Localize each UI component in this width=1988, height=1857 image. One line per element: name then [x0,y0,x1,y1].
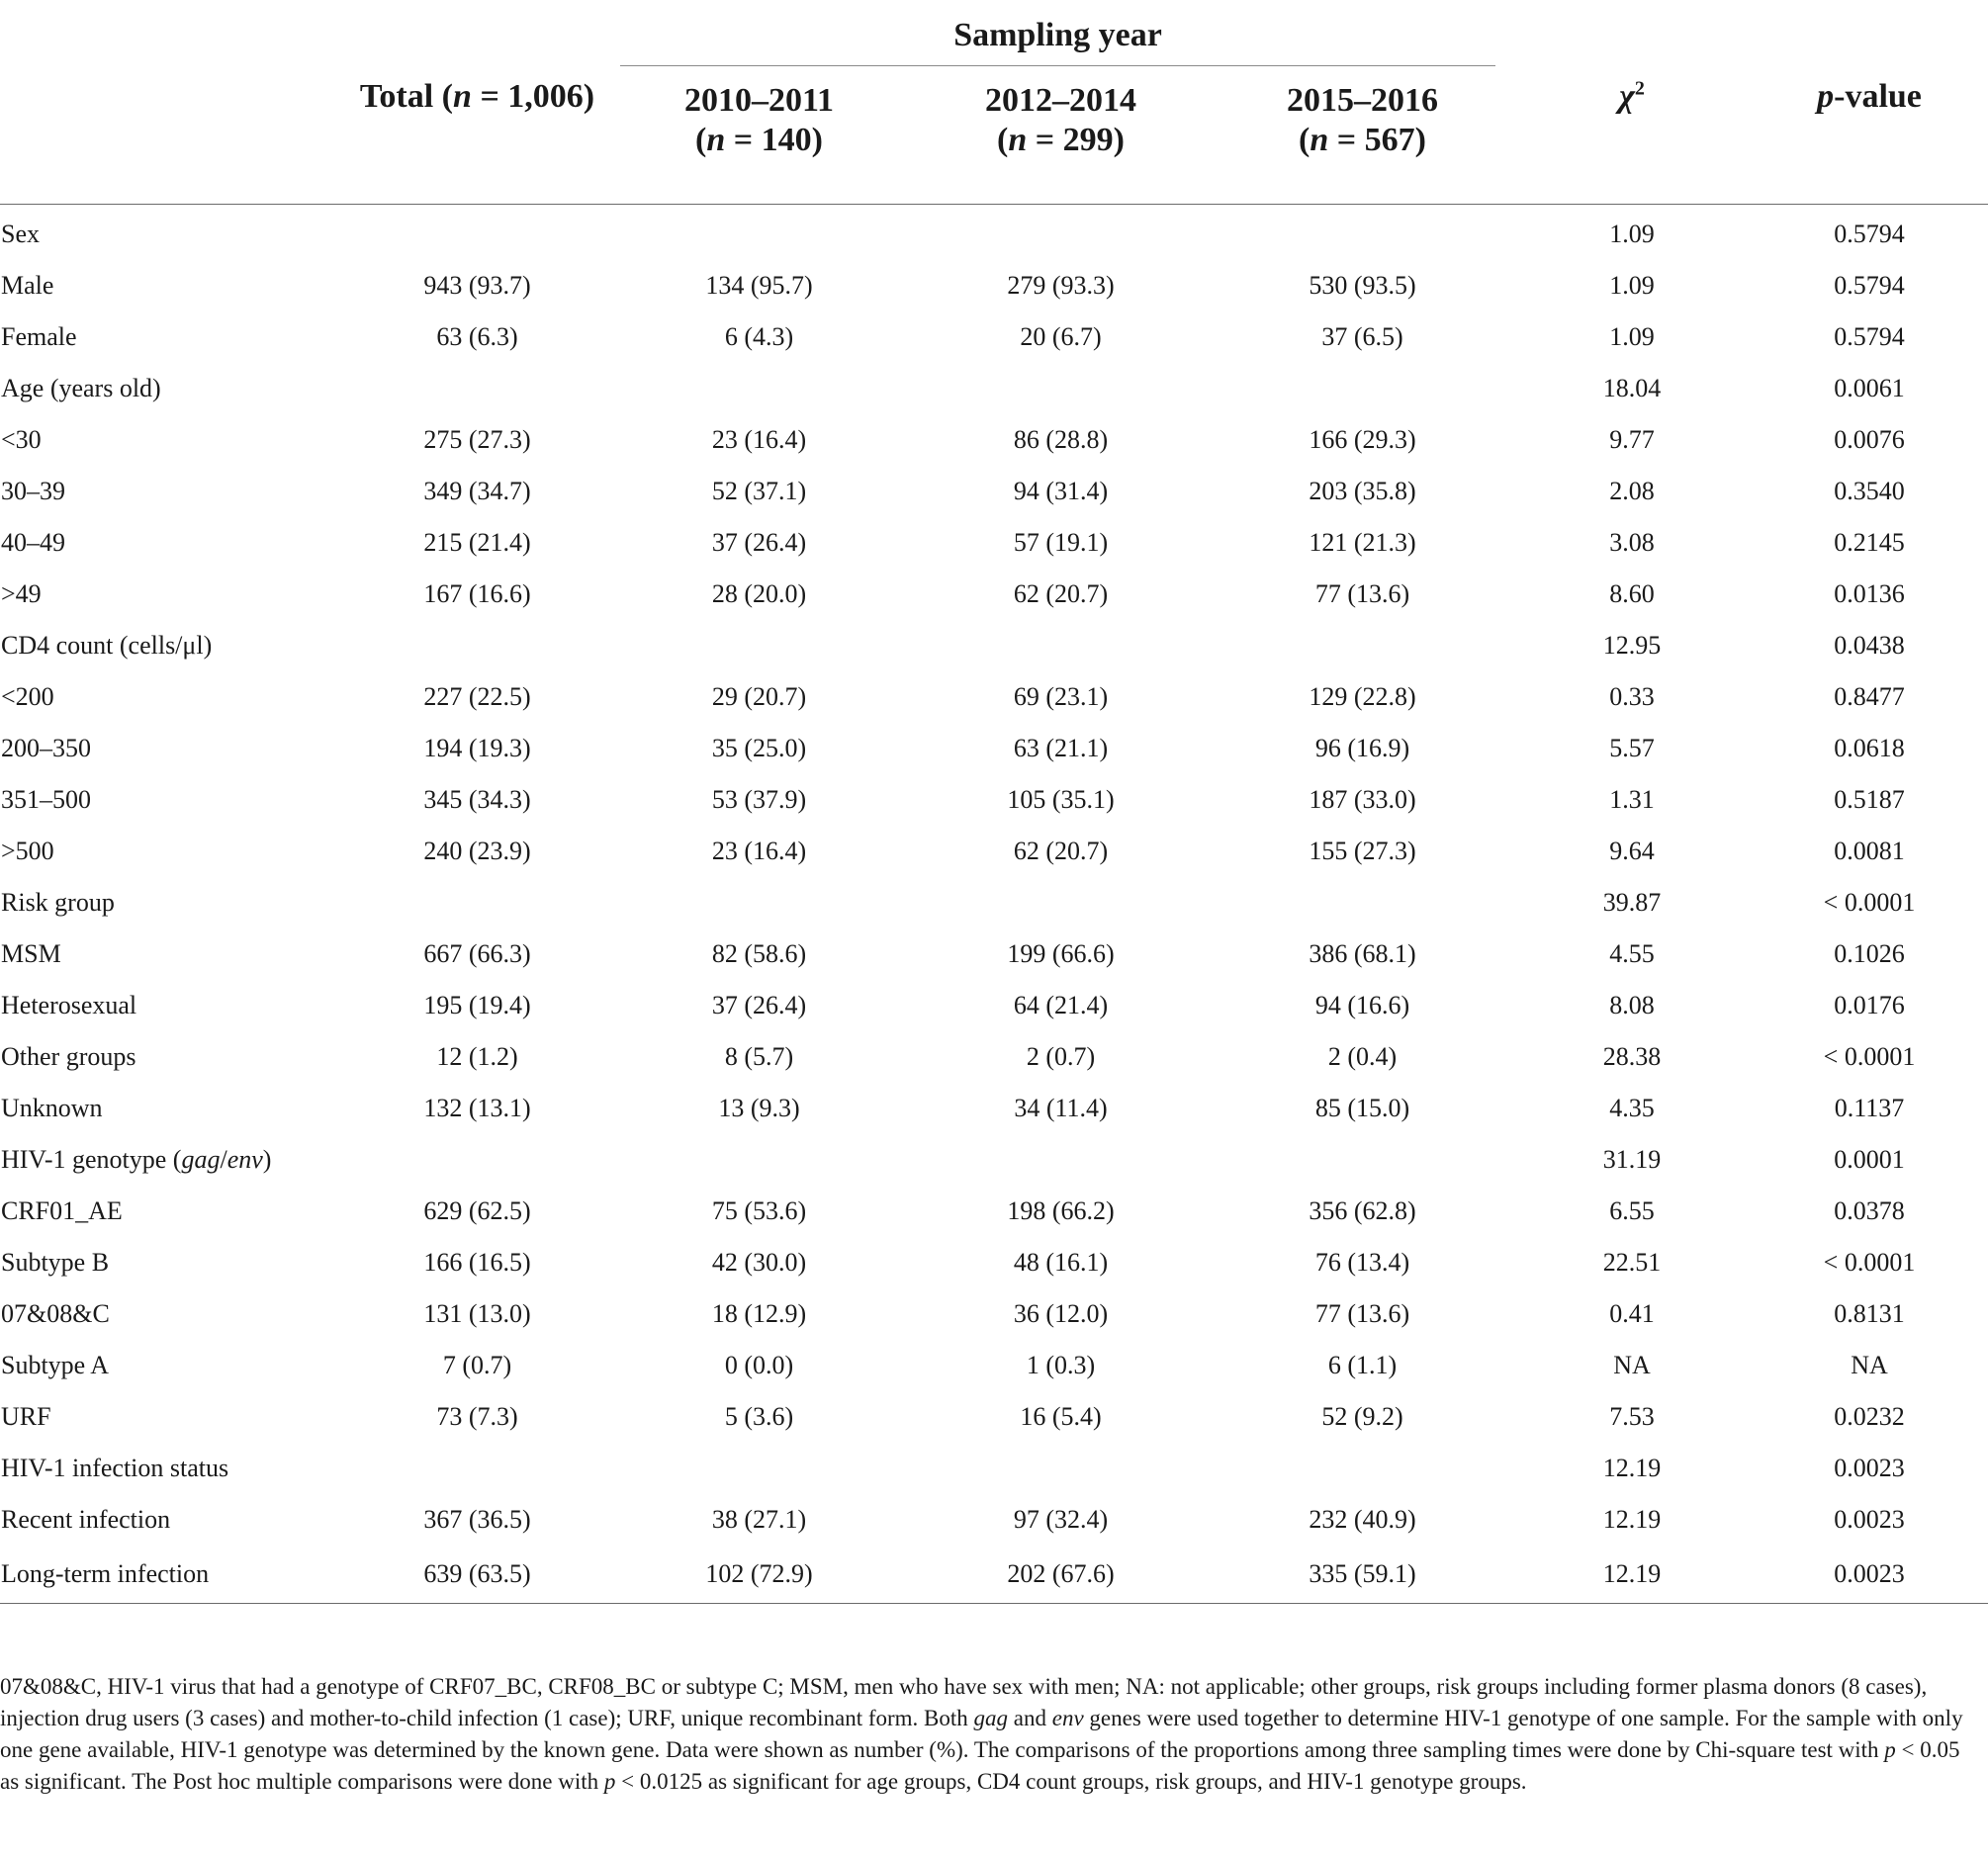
cell-2015-2016: 85 (15.0) [1314,1094,1410,1122]
cell-2010-2011 [608,620,910,671]
cell-2015-2016: 203 (35.8) [1309,477,1416,505]
cell-total: 194 (19.3) [423,734,531,762]
cell-total: 131 (13.0) [423,1299,531,1328]
cell-chi-square: 9.77 [1609,425,1655,454]
row-label: Subtype B [1,1248,110,1277]
table-row [0,1340,1988,1391]
cell-2010-2011: 53 (37.9) [711,785,807,814]
cell-p-value: 0.0023 [1834,1559,1905,1588]
cell-total [346,877,608,928]
row-label: >500 [1,837,54,865]
cell-2010-2011: 102 (72.9) [705,1559,813,1588]
cell-2012-2014 [910,363,1212,414]
cell-total [346,620,608,671]
cell-2010-2011: 82 (58.6) [711,939,807,968]
cell-2010-2011 [608,1443,910,1494]
cell-total: 167 (16.6) [423,579,531,608]
cell-total [346,205,608,261]
table-row [0,826,1988,877]
cell-2015-2016: 166 (29.3) [1309,425,1416,454]
cell-2010-2011: 75 (53.6) [711,1196,807,1225]
row-label: 30–39 [1,477,65,505]
cell-p-value: 0.0232 [1834,1402,1905,1431]
cell-p-value: 0.0023 [1834,1454,1905,1482]
cell-2010-2011: 8 (5.7) [724,1042,794,1071]
cell-2015-2016: 187 (33.0) [1309,785,1416,814]
cell-p-value: < 0.0001 [1823,1248,1916,1277]
cell-2015-2016: 6 (1.1) [1327,1351,1398,1379]
cell-2010-2011: 23 (16.4) [711,425,807,454]
table-row [0,1391,1988,1443]
table-row [0,620,1988,671]
cell-2015-2016: 121 (21.3) [1309,528,1416,557]
row-label: Unknown [1,1094,103,1122]
cell-total [346,1134,608,1186]
cell-chi-square: 7.53 [1609,1402,1655,1431]
cell-total: 195 (19.4) [423,991,531,1019]
cell-total: 667 (66.3) [423,939,531,968]
row-label: Age (years old) [1,374,161,402]
row-label: <200 [1,682,54,711]
cell-2010-2011: 28 (20.0) [711,579,807,608]
cell-2012-2014 [910,877,1212,928]
row-label: Risk group [1,888,115,917]
table-row [0,466,1988,517]
cell-chi-square: 1.31 [1609,785,1655,814]
cell-total: 227 (22.5) [423,682,531,711]
cell-2012-2014: 62 (20.7) [1013,837,1109,865]
cell-chi-square: 2.08 [1609,477,1655,505]
cell-p-value: 0.0438 [1834,631,1905,660]
cell-chi-square: 3.08 [1609,528,1655,557]
cell-p-value: 0.5794 [1834,322,1905,351]
cell-2012-2014: 48 (16.1) [1013,1248,1109,1277]
cell-p-value: 0.0136 [1834,579,1905,608]
cell-2015-2016 [1212,205,1513,261]
table-row [0,363,1988,414]
row-label: CD4 count (cells/μl) [1,631,213,660]
cell-p-value: 0.5794 [1834,271,1905,300]
cell-p-value: 0.1137 [1834,1094,1905,1122]
cell-2012-2014: 69 (23.1) [1013,682,1109,711]
cell-chi-square: 6.55 [1609,1196,1655,1225]
table-row [0,671,1988,723]
header-total: Total (n = 1,006) [359,78,595,115]
cell-2015-2016: 77 (13.6) [1314,1299,1410,1328]
header-blank [0,12,346,205]
cell-2010-2011: 6 (4.3) [724,322,794,351]
cell-p-value: 0.5794 [1834,220,1905,248]
cell-2010-2011: 13 (9.3) [718,1094,800,1122]
cell-p-value: 0.0176 [1834,991,1905,1019]
cell-p-value: 0.2145 [1834,528,1905,557]
cell-p-value: < 0.0001 [1823,1042,1916,1071]
cell-2015-2016: 232 (40.9) [1309,1505,1416,1534]
table-row [0,980,1988,1031]
cell-chi-square: 4.35 [1609,1094,1655,1122]
cell-p-value: 0.0378 [1834,1196,1905,1225]
cell-2012-2014: 20 (6.7) [1020,322,1102,351]
cell-2010-2011: 37 (26.4) [711,991,807,1019]
cell-total: 629 (62.5) [423,1196,531,1225]
header-chi-square: $\chi^2$ [1619,77,1645,115]
cell-2012-2014: 198 (66.2) [1007,1196,1115,1225]
cell-2010-2011 [608,205,910,261]
cell-2010-2011: 37 (26.4) [711,528,807,557]
row-label: >49 [1,579,42,608]
cell-p-value: 0.0618 [1834,734,1905,762]
cell-2010-2011: 18 (12.9) [711,1299,807,1328]
cell-2010-2011: 23 (16.4) [711,837,807,865]
cell-2012-2014: 105 (35.1) [1007,785,1115,814]
cell-p-value: < 0.0001 [1823,888,1916,917]
cell-total: 166 (16.5) [423,1248,531,1277]
cell-p-value: NA [1851,1351,1888,1379]
cell-chi-square: 22.51 [1602,1248,1662,1277]
table-row [0,1186,1988,1237]
cell-p-value: 0.0023 [1834,1505,1905,1534]
cell-chi-square: 28.38 [1602,1042,1662,1071]
cell-p-value: 0.0081 [1834,837,1905,865]
cell-2012-2014 [910,620,1212,671]
table-row [0,774,1988,826]
cell-2010-2011: 52 (37.1) [711,477,807,505]
table-row [0,1546,1988,1604]
cell-total [346,363,608,414]
cell-chi-square: 0.33 [1609,682,1655,711]
cell-2012-2014: 202 (67.6) [1007,1559,1115,1588]
cell-2015-2016: 52 (9.2) [1321,1402,1403,1431]
cell-2010-2011 [608,1134,910,1186]
table-footnote: 07&08&C, HIV-1 virus that had a genotype of CRF07_BC, CRF08_BC or subtype C; MSM, men who have sex with men; NA: not applicable; other groups, risk groups including former plasma donors (8 cases), injection drug users (3 cases) and mother-to-child infection (1 case); URF, unique recombinant form. Both gag and env genes were used together to determine HIV-1 genotype of one sample. For the sample with only one gene available, HIV-1 genotype was determined by the known gene. Data were shown as number (%). The comparisons of the proportions among three sampling times were done by Chi-square test with p < 0.05 as significant. The Post hoc multiple comparisons were done with p < 0.0125 as significant for age groups, CD4 count groups, risk groups, and HIV-1 genotype groups. [0,1674,1963,1794]
row-label: HIV-1 infection status [1,1454,229,1482]
table-row [0,877,1988,928]
cell-total: 345 (34.3) [423,785,531,814]
cell-chi-square: 18.04 [1602,374,1662,402]
cell-total: 12 (1.2) [436,1042,518,1071]
table-row [0,1083,1988,1134]
cell-2012-2014: 34 (11.4) [1014,1094,1108,1122]
cell-chi-square: 8.08 [1609,991,1655,1019]
table-row [0,1288,1988,1340]
cell-total: 7 (0.7) [442,1351,512,1379]
row-label: Heterosexual [1,991,137,1019]
row-label: CRF01_AE [1,1196,123,1225]
row-label: Subtype A [1,1351,110,1379]
cell-total: 349 (34.7) [423,477,531,505]
cell-2015-2016: 386 (68.1) [1309,939,1416,968]
cell-2012-2014: 1 (0.3) [1026,1351,1096,1379]
row-label: 07&08&C [1,1299,110,1328]
cell-p-value: 0.0076 [1834,425,1905,454]
cell-2015-2016 [1212,1443,1513,1494]
cell-2012-2014: 279 (93.3) [1007,271,1115,300]
cell-total [346,1443,608,1494]
cell-2010-2011: 42 (30.0) [711,1248,807,1277]
table-row [0,1134,1988,1186]
cell-2015-2016: 96 (16.9) [1314,734,1410,762]
cell-2012-2014: 57 (19.1) [1013,528,1109,557]
table-row [0,1237,1988,1288]
cell-2012-2014: 2 (0.7) [1026,1042,1096,1071]
table-row [0,1443,1988,1494]
table-row [0,414,1988,466]
row-label: URF [1,1402,51,1431]
cell-2012-2014 [910,1443,1212,1494]
cell-2015-2016 [1212,620,1513,671]
cell-2012-2014 [910,205,1212,261]
row-label: 200–350 [1,734,91,762]
cell-2012-2014: 62 (20.7) [1013,579,1109,608]
cell-2010-2011 [608,877,910,928]
cell-2015-2016: 129 (22.8) [1309,682,1416,711]
cell-chi-square: 12.95 [1602,631,1662,660]
cell-2015-2016 [1212,1134,1513,1186]
row-label: HIV-1 genotype (gag/env) [1,1145,272,1174]
cell-2010-2011 [608,363,910,414]
row-label: MSM [1,939,61,968]
cell-p-value: 0.5187 [1834,785,1905,814]
cell-2010-2011: 29 (20.7) [711,682,807,711]
cell-p-value: 0.8131 [1834,1299,1905,1328]
cell-2012-2014: 97 (32.4) [1013,1505,1109,1534]
cell-2010-2011: 5 (3.6) [724,1402,794,1431]
row-label: 351–500 [1,785,91,814]
header-sampling-year: Sampling year [608,12,1513,69]
cell-chi-square: 39.87 [1602,888,1662,917]
cell-total: 215 (21.4) [423,528,531,557]
row-label: Other groups [1,1042,136,1071]
cell-2015-2016 [1212,363,1513,414]
row-label: Sex [1,220,40,248]
cell-2015-2016: 356 (62.8) [1309,1196,1416,1225]
header-period-2015-2016: 2015–2016 (n = 567) [1287,82,1438,158]
cell-p-value: 0.3540 [1834,477,1905,505]
data-table [0,12,1988,1604]
cell-2015-2016: 155 (27.3) [1309,837,1416,865]
cell-total: 63 (6.3) [436,322,518,351]
cell-2015-2016: 76 (13.4) [1314,1248,1410,1277]
cell-p-value: 0.1026 [1834,939,1905,968]
header-p-value: p-value [1817,78,1922,115]
cell-total: 367 (36.5) [423,1505,531,1534]
table-row [0,928,1988,980]
cell-2015-2016: 335 (59.1) [1309,1559,1416,1588]
cell-total: 275 (27.3) [423,425,531,454]
row-label: Female [1,322,77,351]
cell-2015-2016: 77 (13.6) [1314,579,1410,608]
cell-2015-2016: 94 (16.6) [1314,991,1410,1019]
cell-total: 132 (13.1) [423,1094,531,1122]
table-row [0,569,1988,620]
cell-2010-2011: 134 (95.7) [705,271,813,300]
cell-chi-square: 12.19 [1602,1505,1662,1534]
cell-p-value: 0.8477 [1834,682,1905,711]
table-body [0,205,1988,1604]
cell-chi-square: 0.41 [1609,1299,1655,1328]
cell-chi-square: 31.19 [1602,1145,1662,1174]
cell-2010-2011: 35 (25.0) [711,734,807,762]
cell-chi-square: 4.55 [1609,939,1655,968]
cell-chi-square: 12.19 [1602,1559,1662,1588]
cell-2015-2016: 37 (6.5) [1321,322,1403,351]
cell-2015-2016: 2 (0.4) [1327,1042,1398,1071]
cell-2012-2014: 64 (21.4) [1013,991,1109,1019]
row-label: Male [1,271,54,300]
cell-chi-square: 8.60 [1609,579,1655,608]
cell-chi-square: 12.19 [1602,1454,1662,1482]
cell-2012-2014: 63 (21.1) [1013,734,1109,762]
table-row [0,311,1988,363]
table-row [0,205,1988,261]
cell-chi-square: 1.09 [1609,220,1655,248]
cell-2012-2014 [910,1134,1212,1186]
table-row [0,517,1988,569]
header-period-2010-2011: 2010–2011 (n = 140) [683,82,835,158]
row-label: 40–49 [1,528,65,557]
cell-total: 240 (23.9) [423,837,531,865]
table-row [0,260,1988,311]
cell-chi-square: 1.09 [1609,271,1655,300]
cell-total: 943 (93.7) [423,271,531,300]
cell-total: 73 (7.3) [436,1402,518,1431]
header-period-2012-2014: 2012–2014 (n = 299) [985,82,1136,158]
cell-total: 639 (63.5) [423,1559,531,1588]
cell-2012-2014: 16 (5.4) [1020,1402,1102,1431]
row-label: Long-term infection [1,1559,210,1588]
table-row [0,1494,1988,1546]
cell-chi-square: 9.64 [1609,837,1655,865]
table-row [0,723,1988,774]
cell-2010-2011: 38 (27.1) [711,1505,807,1534]
cell-2012-2014: 199 (66.6) [1007,939,1115,968]
cell-2012-2014: 86 (28.8) [1013,425,1109,454]
cell-chi-square: 5.57 [1609,734,1655,762]
cell-2010-2011: 0 (0.0) [724,1351,794,1379]
row-label: <30 [1,425,42,454]
cell-2012-2014: 36 (12.0) [1013,1299,1109,1328]
table-header [0,12,1988,205]
cell-p-value: 0.0061 [1834,374,1905,402]
cell-chi-square: NA [1613,1351,1651,1379]
cell-2015-2016 [1212,877,1513,928]
cell-chi-square: 1.09 [1609,322,1655,351]
cell-2015-2016: 530 (93.5) [1309,271,1416,300]
row-label: Recent infection [1,1505,171,1534]
table-row [0,1031,1988,1083]
cell-p-value: 0.0001 [1834,1145,1905,1174]
cell-2012-2014: 94 (31.4) [1013,477,1109,505]
